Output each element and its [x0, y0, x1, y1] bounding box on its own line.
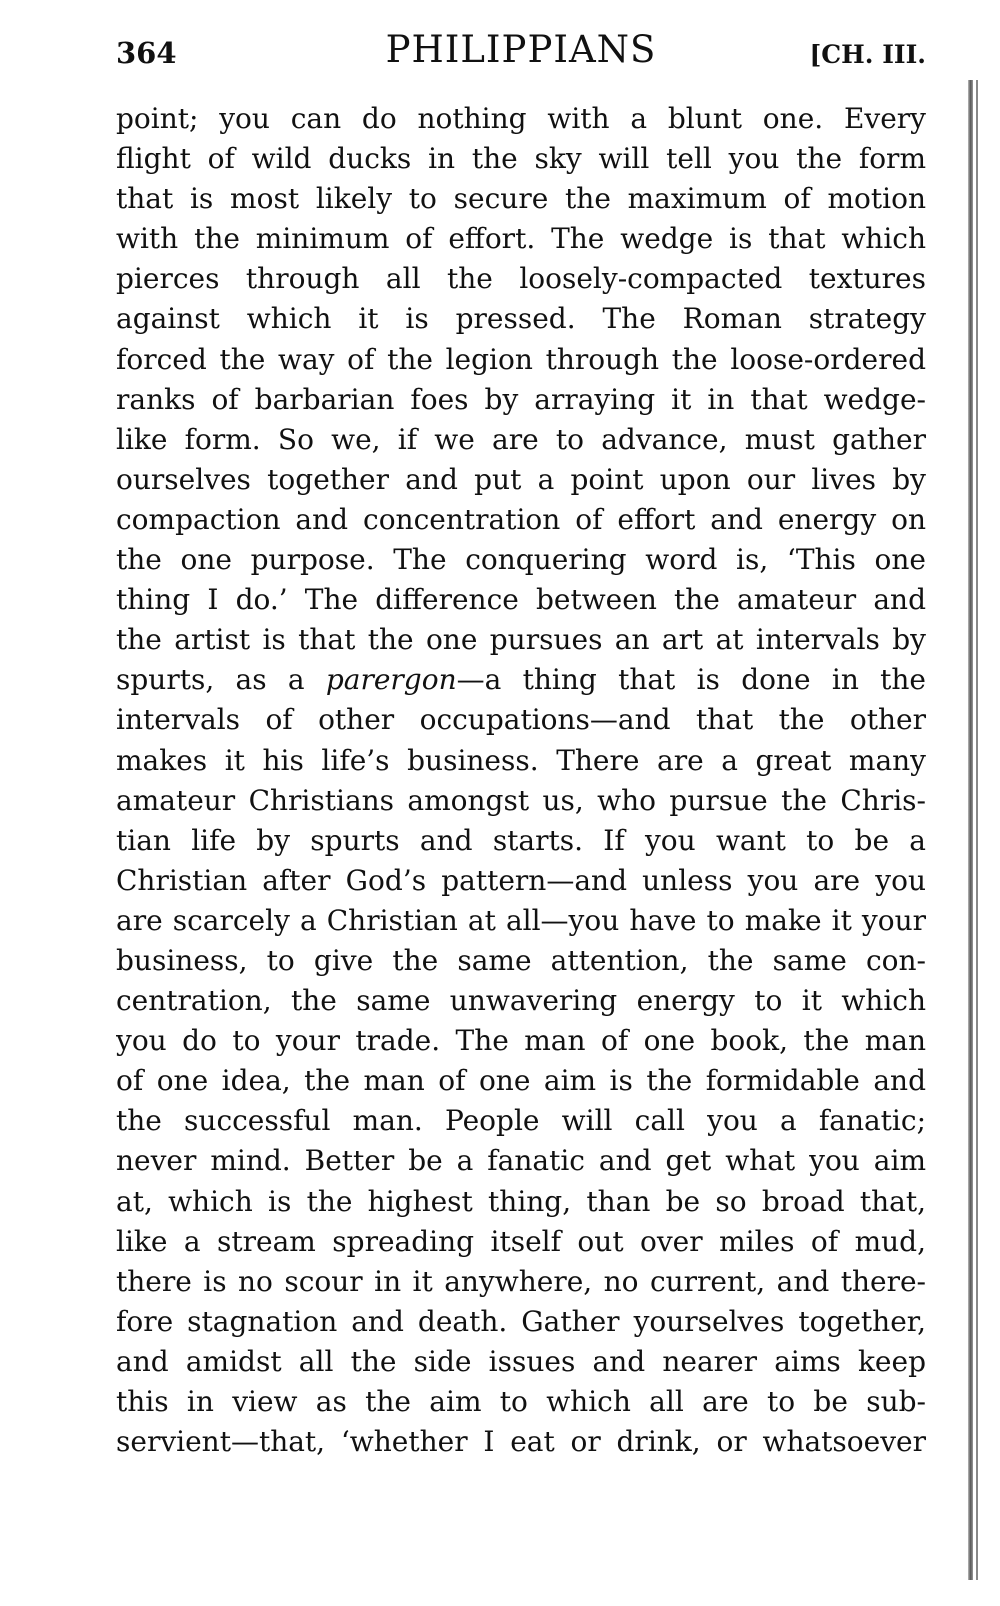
text-line: this in view as the aim to which all are to be sub-: [116, 1385, 926, 1418]
text-line: flight of wild ducks in the sky will tell you the form: [116, 142, 926, 176]
text-line: the one purpose. The conquering word is, ‘This one: [116, 543, 926, 577]
text-line: thing I do.’ The difference between the amateur and: [116, 583, 926, 617]
text-line: the successful man. People will call you a fanatic;: [116, 1104, 926, 1138]
page-edge-rule: [968, 80, 973, 1580]
text-line: [116, 660, 926, 700]
page-number: 364: [116, 36, 177, 70]
text-line: are scarcely a Christian at all—you have to make it your: [116, 903, 926, 937]
page-header: [116, 28, 926, 78]
running-head: PHILIPPIANS: [385, 28, 657, 71]
text-line: servient—that, ‘whether I eat or drink, or whatsoever: [116, 1425, 926, 1459]
text-line: never mind. Better be a fanatic and get what you aim: [116, 1144, 926, 1178]
text-line: makes it his life’s business. There are a great many: [116, 743, 926, 777]
italic-term: parergon: [325, 663, 457, 697]
text-line: business, to give the same attention, the same con-: [116, 943, 926, 977]
body-text: [116, 99, 926, 1462]
text-line: with the minimum of effort. The wedge is that which: [116, 222, 926, 256]
text-line: like a stream spreading itself out over miles of mud,: [116, 1224, 926, 1258]
text-line: forced the way of the legion through the loose-ordered: [116, 342, 926, 376]
text-line: that is most likely to secure the maximum of motion: [116, 182, 926, 216]
chapter-reference: [CH. III.: [809, 40, 926, 69]
text-line: at, which is the highest thing, than be so broad that,: [116, 1184, 926, 1218]
text-line: intervals of other occupations—and that the other: [116, 703, 926, 737]
page-edge-rule-inner: [976, 80, 978, 1580]
text-line: pierces through all the loosely-compacted textures: [116, 262, 926, 296]
text-line: compaction and concentration of effort and energy on: [116, 502, 926, 536]
text-line: point; you can do nothing with a blunt one. Every: [116, 102, 926, 135]
text-line: ourselves together and put a point upon our lives by: [116, 462, 926, 496]
text-line: against which it is pressed. The Roman strategy: [116, 302, 926, 336]
text-line: Christian after God’s pattern—and unless you are you: [116, 863, 926, 897]
text-line: of one idea, the man of one aim is the formidable and: [116, 1064, 926, 1098]
text-line: tian life by spurts and starts. If you want to be a: [116, 823, 926, 857]
text-segment: spurts, as a: [116, 663, 326, 697]
text-line: and amidst all the side issues and nearer aims keep: [116, 1344, 926, 1378]
text-line: you do to your trade. The man of one book, the man: [116, 1024, 926, 1058]
text-line: amateur Christians amongst us, who pursue the Chris-: [116, 783, 926, 817]
text-line: the artist is that the one pursues an art at intervals by: [116, 623, 926, 657]
text-line: ranks of barbarian foes by arraying it in that wedge-: [116, 382, 926, 416]
text-segment: —a thing that is done in the: [456, 663, 926, 697]
text-line: fore stagnation and death. Gather yourselves together,: [116, 1304, 926, 1338]
text-line: there is no scour in it anywhere, no current, and there-: [116, 1264, 926, 1298]
text-line: like form. So we, if we are to advance, must gather: [116, 422, 926, 456]
text-line: centration, the same unwavering energy to it which: [116, 984, 926, 1018]
